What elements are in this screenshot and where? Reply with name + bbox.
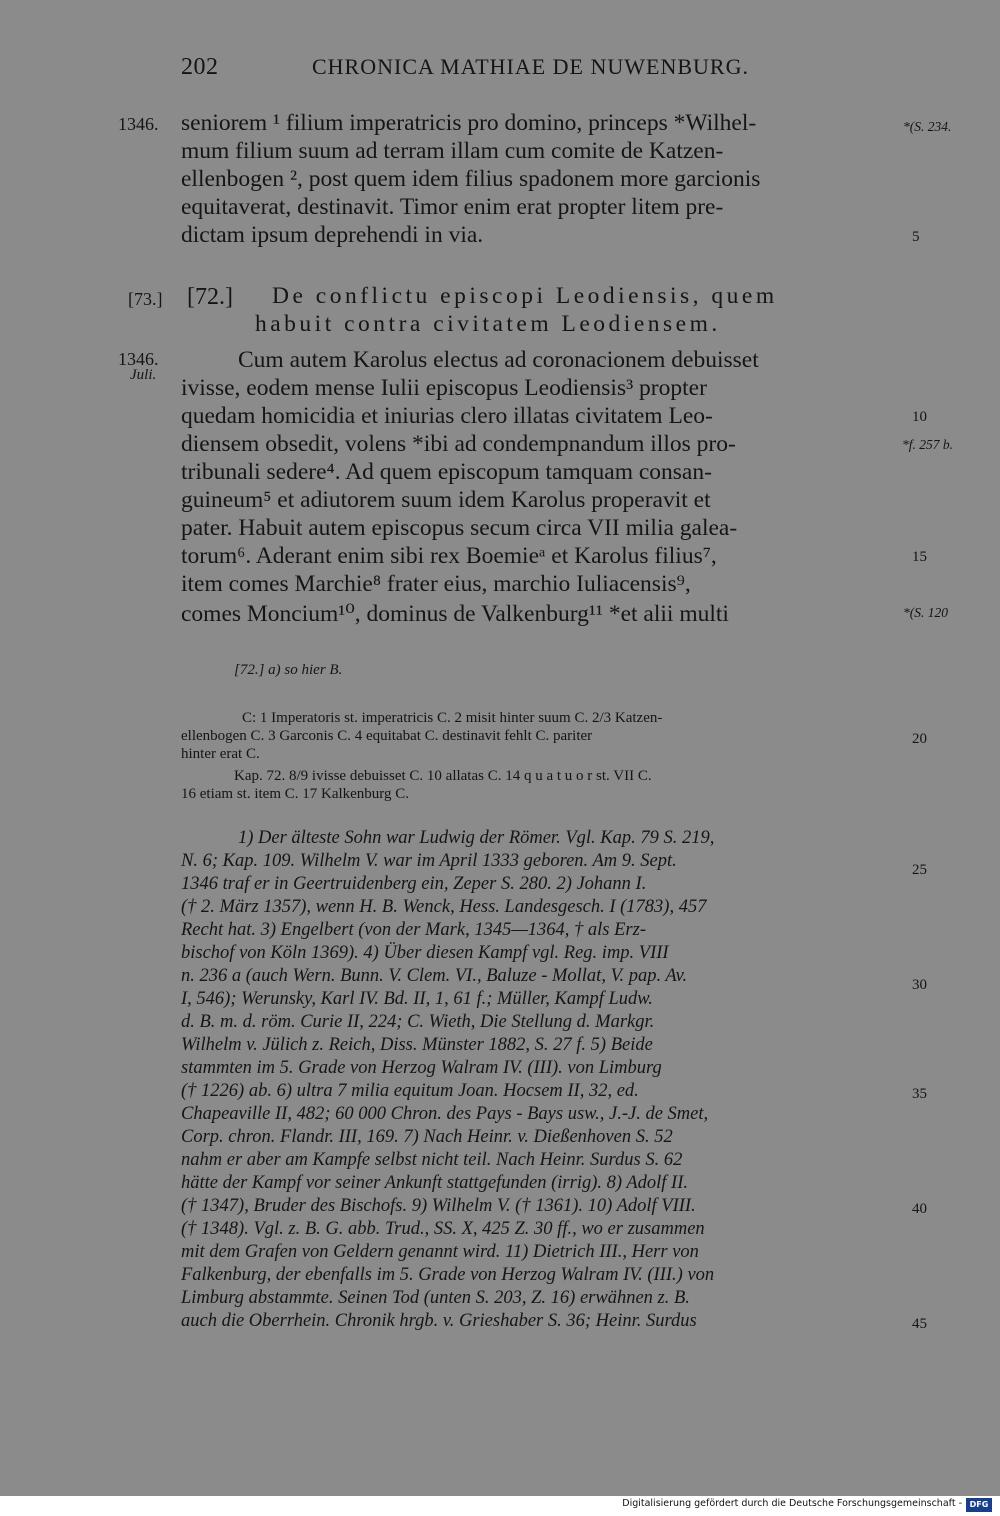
text-line: mum filium suum ad terram illam cum comite de Katzen- bbox=[181, 138, 724, 164]
margin-reference: *(S. 234. bbox=[903, 119, 952, 134]
margin-reference: *(S. 120 bbox=[903, 605, 948, 620]
footnote-line: N. 6; Kap. 109. Wilhelm V. war im April 1333 geboren. Am 9. Sept. bbox=[181, 851, 677, 871]
dfg-logo-icon: DFG bbox=[966, 1498, 992, 1512]
footnote-line: 1346 traf er in Geertruidenberg ein, Zeper S. 280. 2) Johann I. bbox=[181, 874, 647, 894]
margin-reference: *f. 257 b. bbox=[902, 437, 954, 452]
page-number: 202 bbox=[181, 54, 219, 80]
text-line: Cum autem Karolus electus ad coronacionem debuisset bbox=[238, 347, 759, 373]
apparatus-note: [72.] a) so hier B. bbox=[234, 662, 343, 678]
footer-credit: Digitalisierung gefördert durch die Deutsche Forschungsgemeinschaft - bbox=[622, 1498, 962, 1509]
footnote-line: stammten im 5. Grade von Herzog Walram IV. (III). von Limburg bbox=[181, 1058, 662, 1078]
footnote-line: n. 236 a (auch Wern. Bunn. V. Clem. VI., Baluze - Mollat, V. pap. Av. bbox=[181, 966, 688, 986]
footer-bar bbox=[0, 1496, 1000, 1516]
footnote-line: Wilhelm v. Jülich z. Reich, Diss. Münster 1882, S. 27 f. 5) Beide bbox=[181, 1035, 653, 1055]
footnote-line: († 2. März 1357), wenn H. B. Wenck, Hess. Landesgesch. I (1783), 457 bbox=[181, 897, 707, 917]
text-line: seniorem ¹ filium imperatricis pro domino, princeps *Wilhel- bbox=[181, 110, 757, 136]
chapter-heading: habuit contra civitatem Leodiensem. bbox=[255, 311, 721, 337]
month-marker: Juli. bbox=[130, 367, 157, 383]
line-number: 30 bbox=[912, 977, 927, 993]
chapter-number: [72.] bbox=[187, 284, 233, 310]
running-title: CHRONICA MATHIAE DE NUWENBURG. bbox=[312, 54, 749, 79]
text-line: ivisse, eodem mense Iulii episcopus Leodiensis³ propter bbox=[181, 375, 707, 401]
text-line: tribunali sedere⁴. Ad quem episcopum tamquam consan- bbox=[181, 459, 712, 485]
line-number: 35 bbox=[912, 1086, 927, 1102]
footnote-line: 1) Der älteste Sohn war Ludwig der Römer. Vgl. Kap. 79 S. 219, bbox=[238, 828, 715, 848]
footnote-line: († 1348). Vgl. z. B. G. abb. Trud., SS. X, 425 Z. 30 ff., wo er zusammen bbox=[181, 1219, 705, 1239]
line-number: 20 bbox=[912, 731, 927, 747]
line-number: 5 bbox=[912, 229, 920, 245]
text-line: dictam ipsum deprehendi in via. bbox=[181, 222, 484, 248]
line-number: 25 bbox=[912, 862, 927, 878]
line-number: 40 bbox=[912, 1201, 927, 1217]
apparatus-line: ellenbogen C. 3 Garconis C. 4 equitabat C. destinavit fehlt C. pariter bbox=[181, 728, 593, 744]
footnote-line: Falkenburg, der ebenfalls im 5. Grade von Herzog Walram IV. (III.) von bbox=[181, 1265, 715, 1285]
footnote-line: d. B. m. d. röm. Curie II, 224; C. Wieth, Die Stellung d. Markgr. bbox=[181, 1012, 655, 1032]
year-marker: 1346. bbox=[118, 349, 159, 369]
footnote-line: I, 546); Werunsky, Karl IV. Bd. II, 1, 61 f.; Müller, Kampf Ludw. bbox=[181, 989, 653, 1009]
text-line: guineum⁵ et adiutorem suum idem Karolus properavit et bbox=[181, 487, 711, 513]
chapter-heading: De conflictu episcopi Leodiensis, quem bbox=[272, 283, 778, 309]
apparatus-line: Kap. 72. 8/9 ivisse debuisset C. 10 allatas C. 14 q u a t u o r st. VII C. bbox=[234, 768, 652, 784]
line-number: 45 bbox=[912, 1316, 927, 1332]
apparatus-line: 16 etiam st. item C. 17 Kalkenburg C. bbox=[181, 786, 410, 802]
text-line: equitaverat, destinavit. Timor enim erat propter litem pre- bbox=[181, 194, 724, 220]
text-line: quedam homicidia et iniurias clero illatas civitatem Leo- bbox=[181, 403, 713, 429]
text-line: ellenbogen ², post quem idem filius spadonem more garcionis bbox=[181, 166, 761, 192]
text-line: comes Moncium¹⁰, dominus de Valkenburg¹¹ *et alii multi bbox=[181, 601, 729, 627]
footnote-line: († 1347), Bruder des Bischofs. 9) Wilhelm V. († 1361). 10) Adolf VIII. bbox=[181, 1196, 696, 1216]
apparatus-line: hinter erat C. bbox=[181, 746, 260, 762]
chapter-number: [73.] bbox=[128, 289, 163, 309]
text-line: item comes Marchie⁸ frater eius, marchio Iuliacensis⁹, bbox=[181, 571, 691, 597]
footnote-line: nahm er aber am Kampfe selbst nicht teil. Nach Heinr. Surdus S. 62 bbox=[181, 1150, 683, 1170]
apparatus-line: C: 1 Imperatoris st. imperatricis C. 2 misit hinter suum C. 2/3 Katzen- bbox=[242, 710, 663, 726]
text-line: pater. Habuit autem episcopus secum circa VII milia galea- bbox=[181, 515, 738, 541]
footnote-line: Limburg abstammte. Seinen Tod (unten S. 203, Z. 16) erwähnen z. B. bbox=[181, 1288, 690, 1308]
footnote-line: bischof von Köln 1369). 4) Über diesen Kampf vgl. Reg. imp. VIII bbox=[181, 943, 669, 963]
year-marker: 1346. bbox=[118, 114, 159, 134]
line-number: 15 bbox=[912, 549, 927, 565]
text-line: diensem obsedit, volens *ibi ad condempnandum illos pro- bbox=[181, 431, 736, 457]
footnote-line: Chapeaville II, 482; 60 000 Chron. des Pays - Bays usw., J.-J. de Smet, bbox=[181, 1104, 709, 1124]
footnote-line: mit dem Grafen von Geldern genannt wird. 11) Dietrich III., Herr von bbox=[181, 1242, 699, 1262]
line-number: 10 bbox=[912, 409, 927, 425]
footnote-line: († 1226) ab. 6) ultra 7 milia equitum Joan. Hocsem II, 32, ed. bbox=[181, 1081, 639, 1101]
footnote-line: Corp. chron. Flandr. III, 169. 7) Nach Heinr. v. Dießenhoven S. 52 bbox=[181, 1127, 673, 1147]
footnote-line: Recht hat. 3) Engelbert (von der Mark, 1345—1364, † als Erz- bbox=[181, 920, 646, 940]
footnote-line: hätte der Kampf vor seiner Ankunft stattgefunden (irrig). 8) Adolf II. bbox=[181, 1173, 688, 1193]
footnote-line: auch die Oberrhein. Chronik hrgb. v. Grieshaber S. 36; Heinr. Surdus bbox=[181, 1311, 697, 1331]
text-line: torum⁶. Aderant enim sibi rex Boemieᵃ et Karolus filius⁷, bbox=[181, 543, 717, 569]
